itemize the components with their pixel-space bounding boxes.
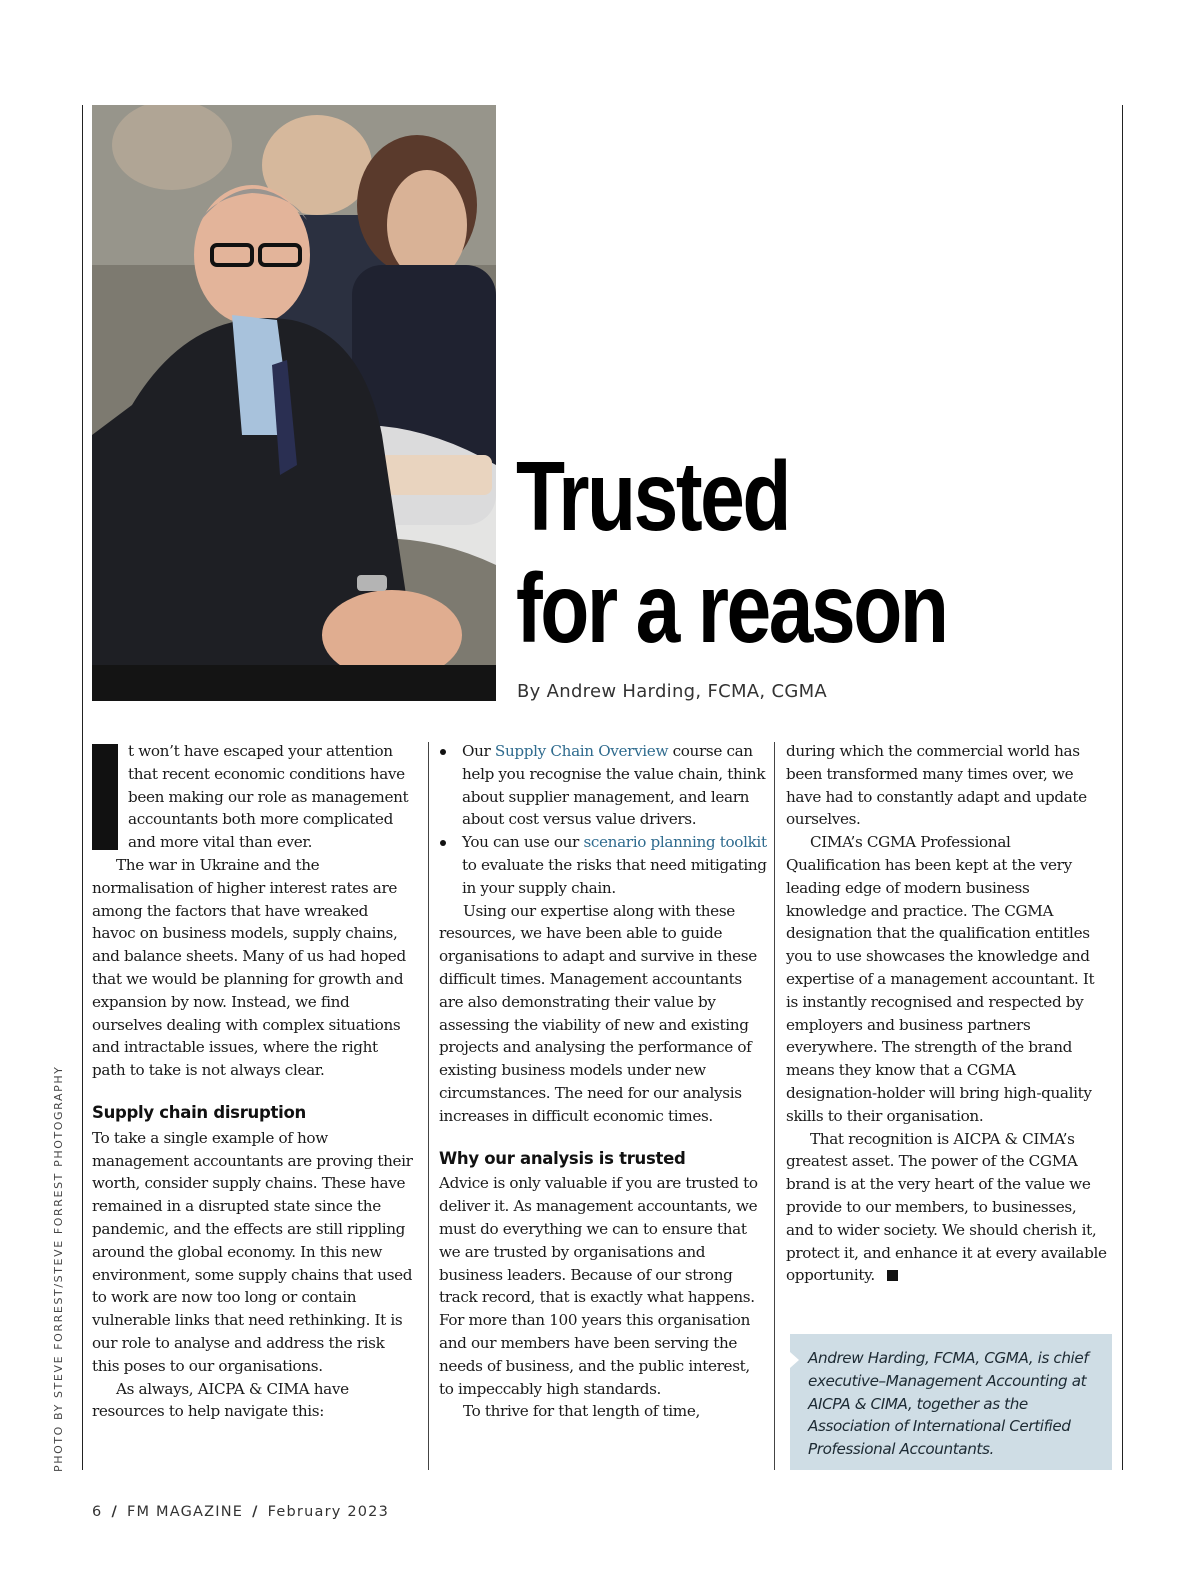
article-column-2 bbox=[439, 740, 767, 1423]
drop-cap bbox=[92, 744, 118, 850]
paragraph: Using our expertise along with these resources, we have been able to guide organisations to adapt and survive in these difficult times. Management accountants are also demonstrating their value by assessing the viability of new and existing projects and analysing the performance of existing business models under new circumstances. The need for our analysis increases in difficult economic times. bbox=[439, 901, 757, 1125]
bullet-text: You can use our bbox=[462, 833, 584, 852]
magazine-name: FM MAGAZINE bbox=[126, 1504, 244, 1520]
bullet-text: Our bbox=[462, 742, 495, 760]
author-bio-box bbox=[790, 1334, 1112, 1470]
bullet-text: to evaluate the risks that need mitigating in your supply chain. bbox=[462, 855, 767, 897]
paragraph-text: That recognition is AICPA & CIMA’s greatest asset. The power of the CGMA brand is at the very heart of the value we provide to our members, to businesses, and to wider society. We should cherish it, protect it, and enhance it at every available opportunity. bbox=[786, 1129, 1107, 1285]
author-photo bbox=[92, 105, 496, 701]
paragraph: The war in Ukraine and the normalisation of higher interest rates are among the factors that have wreaked havoc on business models, supply chains, and balance sheets. Many of us had hoped that we would be planning for growth and expansion by now. Instead, we find ourselves dealing with complex situations and intractable issues, where the right path to take is not always clear. bbox=[92, 855, 406, 1080]
right-border-rule bbox=[1122, 105, 1123, 1470]
photo-illustration bbox=[92, 105, 496, 701]
article-column-3 bbox=[786, 740, 1108, 1287]
section-heading-trusted: Why our analysis is trusted bbox=[439, 1148, 686, 1168]
section-heading-supply-chain: Supply chain disruption bbox=[92, 1102, 306, 1122]
issue-date: February 2023 bbox=[267, 1504, 390, 1520]
footer-separator: / bbox=[252, 1504, 259, 1520]
column-divider-2 bbox=[774, 742, 775, 1470]
end-mark-icon bbox=[887, 1270, 898, 1281]
supply-chain-overview-link[interactable]: Supply Chain Overview bbox=[494, 742, 669, 760]
footer-separator: / bbox=[111, 1504, 118, 1520]
byline: By Andrew Harding, FCMA, CGMA bbox=[517, 681, 828, 702]
headline-line-1: Trusted bbox=[516, 441, 790, 551]
page-number: 6 bbox=[92, 1504, 103, 1520]
paragraph: As always, AICPA & CIMA have resources to help navigate this: bbox=[92, 1379, 349, 1421]
scenario-planning-toolkit-link[interactable]: scenario planning toolkit bbox=[583, 833, 767, 852]
photo-credit: PHOTO BY STEVE FORREST/STEVE FORREST PHOTOGRAPHY bbox=[52, 1065, 65, 1472]
paragraph bbox=[786, 1128, 1108, 1288]
left-border-rule bbox=[82, 105, 83, 1470]
page-footer bbox=[92, 1504, 389, 1520]
article-headline bbox=[516, 440, 1008, 664]
paragraph: during which the commercial world has been transformed many times over, we have had to constantly adapt and update ourselves. bbox=[786, 742, 1087, 829]
bullet-item bbox=[439, 831, 767, 899]
bullet-icon bbox=[440, 840, 446, 846]
bullet-icon bbox=[440, 749, 446, 755]
paragraph: Advice is only valuable if you are trusted to deliver it. As management accountants, we must do everything we can to ensure that we are trusted by organisations and business leaders. Because of our strong track record, that is exactly what happens. For more than 100 years this organisation and our members have been serving the needs of business, and the public interest, to impeccably high standards. bbox=[439, 1174, 758, 1398]
author-bio-text: Andrew Harding, FCMA, CGMA, is chief executive–Management Accounting at AICPA & CIMA, together as the Association of International Certified Professional Accountants. bbox=[808, 1349, 1089, 1459]
column-divider-1 bbox=[428, 742, 429, 1470]
paragraph: CIMA’s CGMA Professional Qualification has been kept at the very leading edge of modern business knowledge and practice. The CGMA designation that the qualification entitles you to use showcases the knowledge and expertise of a management accountant. It is instantly recognised and respected by employers and business partners everywhere. The strength of the brand means they know that a CGMA designation-holder will bring high-quality skills to their organisation. bbox=[786, 833, 1095, 1125]
paragraph: t won’t have escaped your attention that recent economic conditions have been making our role as management accountants both more complicated and more vital than ever. bbox=[128, 742, 409, 852]
article-column-1 bbox=[92, 740, 414, 1423]
bio-notch-icon bbox=[790, 1352, 799, 1368]
headline-line-2: for a reason bbox=[516, 553, 947, 663]
bullet-text: course can help you recognise the value chain, think about supplier management, and learn about cost versus value drivers. bbox=[462, 742, 766, 829]
paragraph: To thrive for that length of time, bbox=[463, 1402, 700, 1421]
bullet-item bbox=[439, 740, 767, 831]
paragraph: To take a single example of how management accountants are proving their worth, consider supply chains. These have remained in a disrupted state since the pandemic, and the effects are still rippling around the global economy. In this new environment, some supply chains that used to work are now too long or contain vulnerable links that need rethinking. It is our role to analyse and address the risk this poses to our organisations. bbox=[92, 1128, 413, 1375]
